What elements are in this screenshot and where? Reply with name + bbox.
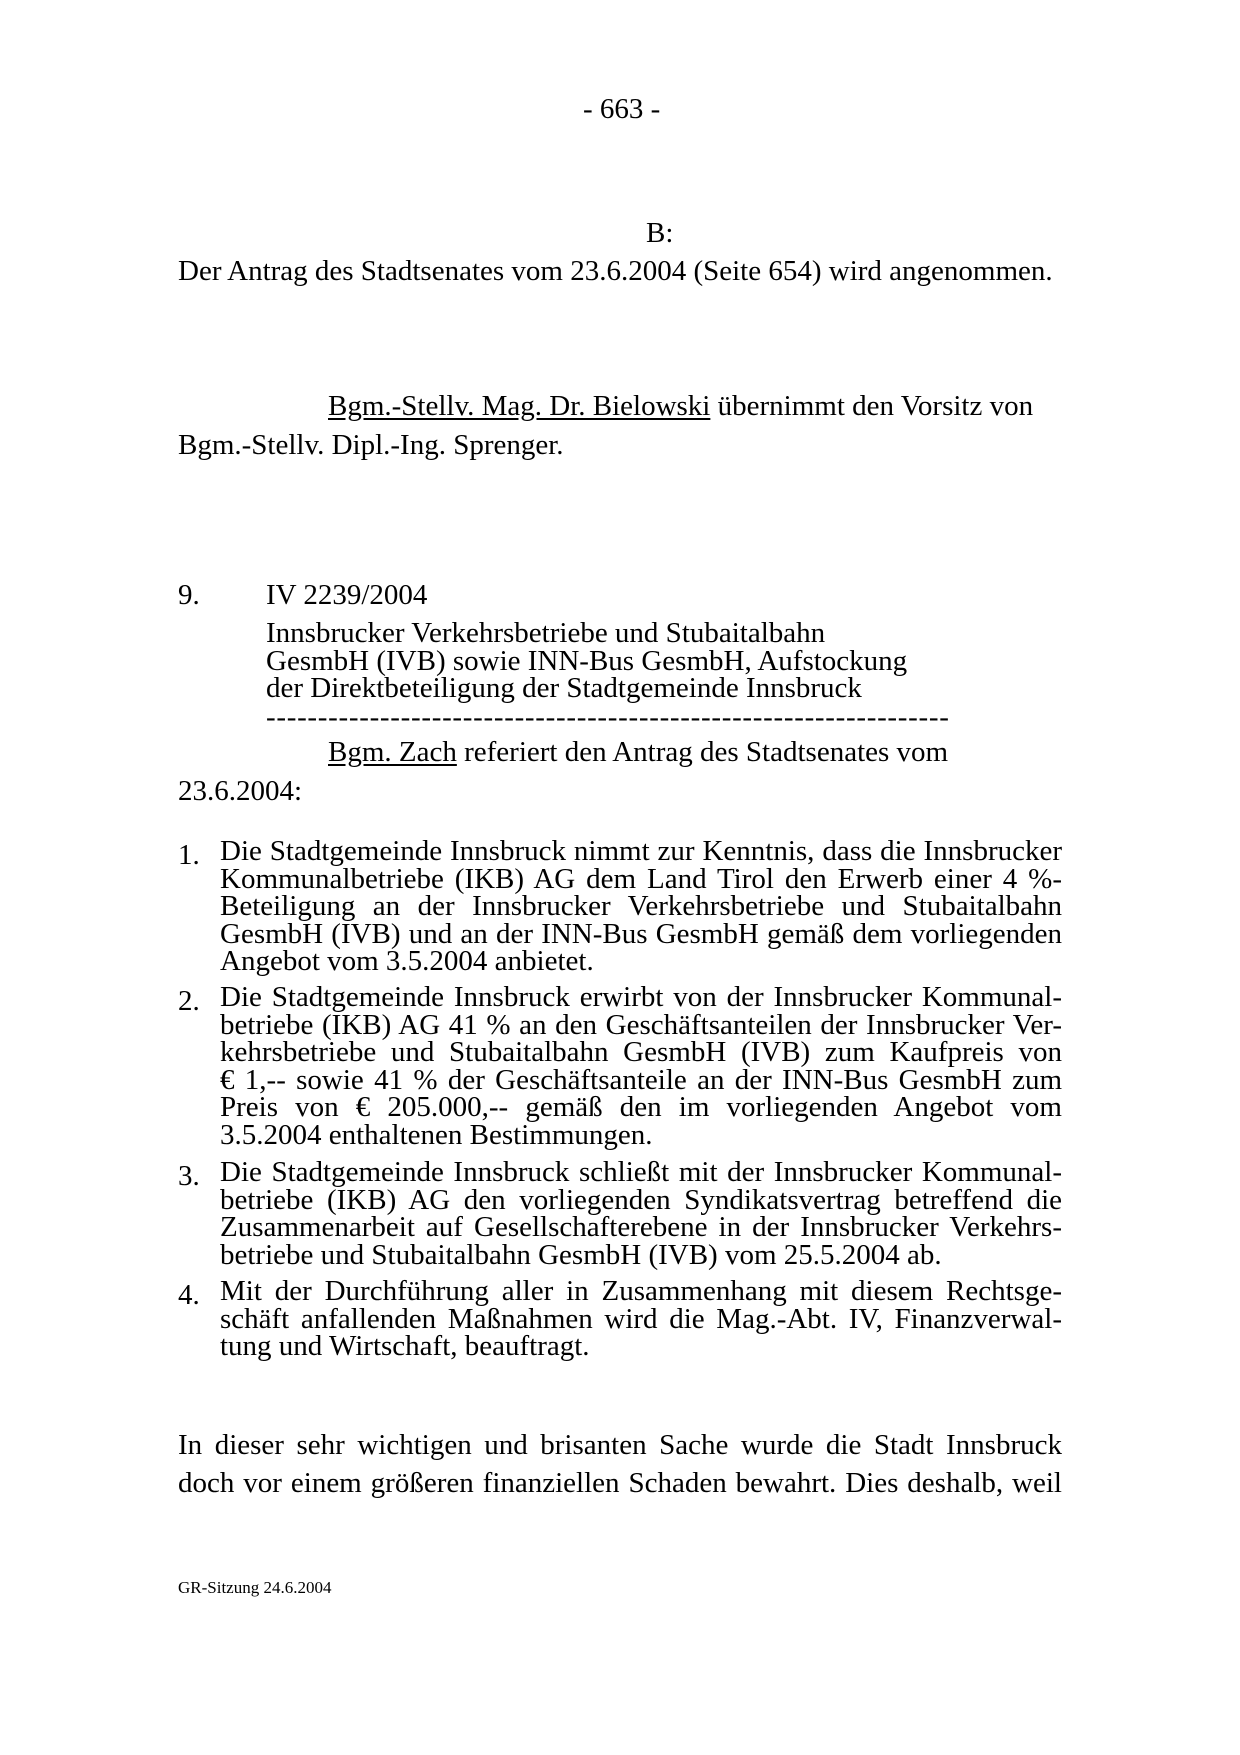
item-title-line: der Direktbeteiligung der Stadtgemeinde Innsbruck xyxy=(266,672,862,704)
motion-line: tung und Wirtschaft, beauftragt. xyxy=(220,1330,590,1362)
motion-item xyxy=(178,835,1062,977)
motion-line: Kommunalbetriebe (IKB) AG dem Land Tirol den Erwerb einer 4 %- xyxy=(220,862,1062,895)
item-separator: ------------------------------------------------------------------ xyxy=(266,701,950,733)
motion-line: Zusammenarbeit auf Gesellschafterebene in der Innsbrucker Verkehrs- xyxy=(220,1211,1062,1243)
motion-line: betriebe (IKB) AG den vorliegenden Syndikatsvertrag betreffend die xyxy=(220,1183,1062,1216)
chair-change-line2: Bgm.-Stellv. Dipl.-Ing. Sprenger. xyxy=(178,429,564,461)
closing-line: doch vor einem größeren finanziellen Schaden bewahrt. Dies deshalb, weil xyxy=(178,1467,1062,1499)
motion-item xyxy=(178,981,1062,1151)
item-reference: IV 2239/2004 xyxy=(266,579,428,611)
motion-item xyxy=(178,1156,1062,1271)
motion-date: 23.6.2004: xyxy=(178,775,303,807)
motion-number: 1. xyxy=(178,839,200,871)
motion-number: 3. xyxy=(178,1160,200,1192)
chair-person-name: Bgm.-Stellv. Mag. Dr. Bielowski xyxy=(328,390,711,422)
item-title xyxy=(266,617,908,704)
chair-change-line1 xyxy=(328,389,1033,423)
motion-item xyxy=(178,1275,1062,1362)
footer-session: GR-Sitzung 24.6.2004 xyxy=(178,1578,332,1597)
item-title-line: GesmbH (IVB) sowie INN-Bus GesmbH, Aufstockung xyxy=(266,644,908,677)
motion-line: schäft anfallenden Maßnahmen wird die Mag.-Abt. IV, Finanzverwal- xyxy=(220,1302,1062,1335)
motion-line: betriebe und Stubaitalbahn GesmbH (IVB) vom 25.5.2004 ab. xyxy=(220,1238,942,1271)
speaker-line xyxy=(328,735,948,769)
section-label: B: xyxy=(646,217,674,249)
page-number: - 663 - xyxy=(583,93,661,125)
motion-line: Beteiligung an der Innsbrucker Verkehrsbetriebe und Stubaitalbahn xyxy=(220,890,1062,922)
motion-line: kehrsbetriebe und Stubaitalbahn GesmbH (IVB) zum Kaufpreis von xyxy=(220,1036,1062,1068)
closing-paragraph xyxy=(178,1428,1062,1504)
motion-line: Die Stadtgemeinde Innsbruck erwirbt von der Innsbrucker Kommunal- xyxy=(220,981,1062,1013)
item-title-line: Innsbrucker Verkehrsbetriebe und Stubaitalbahn xyxy=(266,617,826,649)
closing-line: In dieser sehr wichtigen und brisanten Sache wurde die Stadt Innsbruck xyxy=(178,1429,1062,1461)
section-b-text: Der Antrag des Stadtsenates vom 23.6.2004 (Seite 654) wird angenommen. xyxy=(178,255,1053,287)
motion-line: betriebe (IKB) AG 41 % an den Geschäftsanteilen der Innsbrucker Ver- xyxy=(220,1008,1062,1041)
motion-text xyxy=(220,1275,1062,1362)
speaker-rest: referiert den Antrag des Stadtsenates vom xyxy=(456,736,949,768)
chair-change-rest: übernimmt den Vorsitz von xyxy=(710,390,1034,422)
motion-line: Angebot vom 3.5.2004 anbietet. xyxy=(220,945,594,977)
motion-number: 4. xyxy=(178,1279,200,1311)
motion-text xyxy=(220,981,1062,1151)
speaker-name: Bgm. Zach xyxy=(328,736,457,768)
motion-line: 3.5.2004 enthaltenen Bestimmungen. xyxy=(220,1118,653,1151)
motion-text xyxy=(220,835,1062,977)
motion-line: GesmbH (IVB) und an der INN-Bus GesmbH gemäß dem vorliegenden xyxy=(220,917,1062,950)
motion-line: Die Stadtgemeinde Innsbruck schließt mit der Innsbrucker Kommunal- xyxy=(220,1156,1062,1188)
motion-text xyxy=(220,1156,1062,1271)
motion-line: Preis von € 205.000,-- gemäß den im vorliegenden Angebot vom xyxy=(220,1091,1062,1123)
item-number: 9. xyxy=(178,579,200,611)
motion-line: Die Stadtgemeinde Innsbruck nimmt zur Kenntnis, dass die Innsbrucker xyxy=(220,835,1062,867)
motion-line: € 1,-- sowie 41 % der Geschäftsanteile an der INN-Bus GesmbH zum xyxy=(220,1063,1062,1096)
motion-number: 2. xyxy=(178,985,200,1017)
motion-line: Mit der Durchführung aller in Zusammenhang mit diesem Rechtsge- xyxy=(220,1275,1062,1307)
